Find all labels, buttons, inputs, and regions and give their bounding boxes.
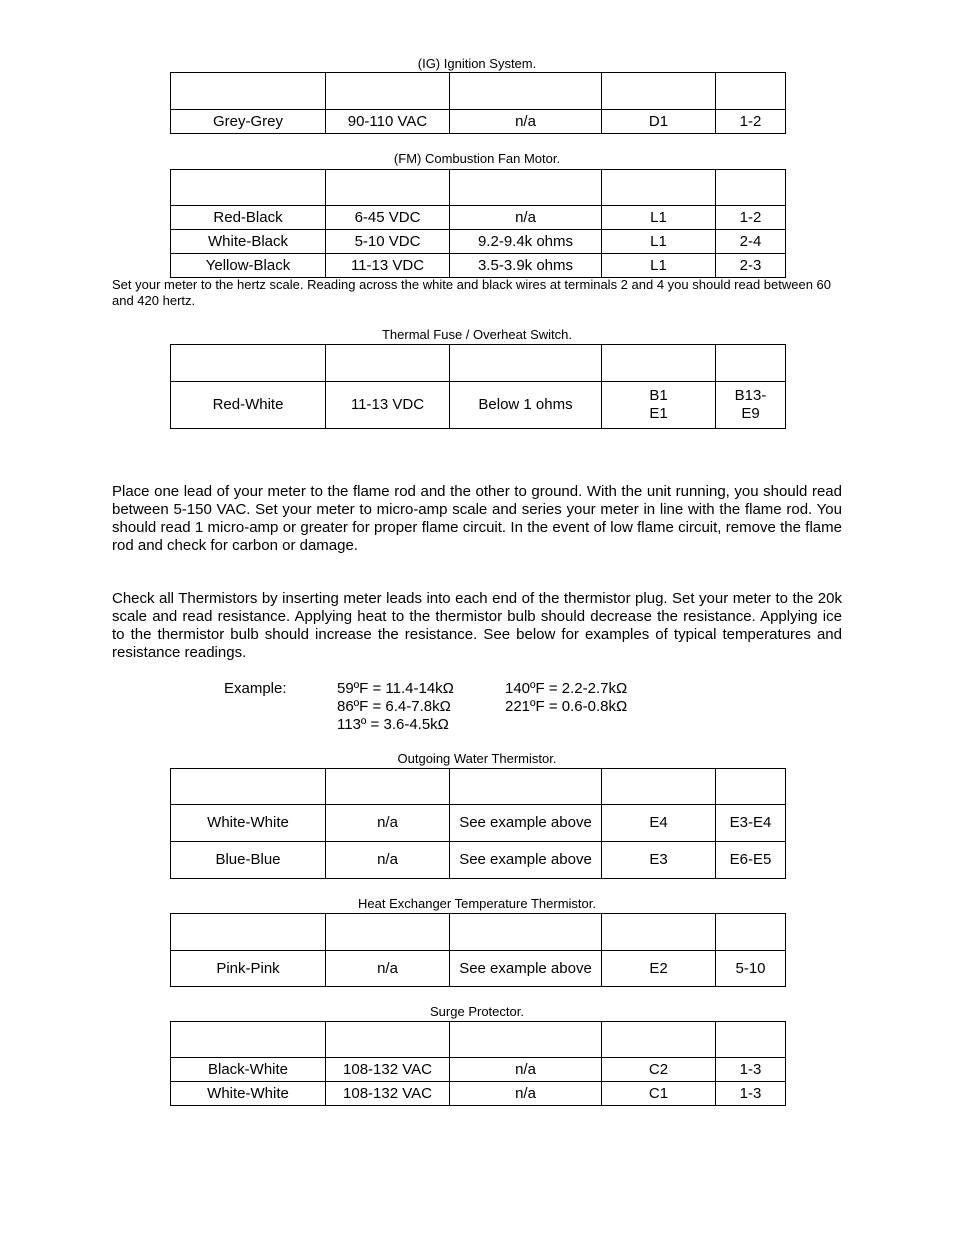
table-row	[171, 951, 786, 987]
table-row	[171, 1058, 786, 1082]
wire-cell: Red-Black	[171, 206, 326, 230]
hertz-note: Set your meter to the hertz scale. Reading across the white and black wires at terminals 2 and 4 you should read between 60 and 420 hertz.	[112, 277, 832, 308]
table-header-row	[171, 170, 786, 206]
header-cell	[716, 914, 786, 951]
header-cell	[602, 170, 716, 206]
voltage-cell: 108-132 VAC	[326, 1082, 450, 1106]
table-row	[171, 230, 786, 254]
voltage-cell: n/a	[326, 805, 450, 842]
resistance-cell: See example above	[450, 951, 602, 987]
header-cell	[450, 73, 602, 110]
header-cell	[326, 345, 450, 382]
resistance-cell: 9.2-9.4k ohms	[450, 230, 602, 254]
wire-cell: Grey-Grey	[171, 110, 326, 134]
header-cell	[450, 1022, 602, 1058]
resistance-cell: n/a	[450, 1082, 602, 1106]
connector-line: B1	[649, 387, 668, 404]
wire-cell: White-White	[171, 1082, 326, 1106]
voltage-cell: n/a	[326, 951, 450, 987]
connector-line: E1	[649, 405, 668, 422]
header-cell	[326, 170, 450, 206]
header-cell	[326, 914, 450, 951]
surge-table	[170, 1021, 786, 1106]
pin-cell: 1-2	[716, 206, 786, 230]
header-cell	[450, 914, 602, 951]
wire-cell: Yellow-Black	[171, 254, 326, 278]
table-row	[171, 206, 786, 230]
header-cell	[326, 769, 450, 805]
table-row	[171, 805, 786, 842]
fuse-table	[170, 344, 786, 429]
header-cell	[716, 1022, 786, 1058]
fan-table	[170, 169, 786, 278]
header-cell	[602, 1022, 716, 1058]
table-row	[171, 1082, 786, 1106]
header-cell	[602, 73, 716, 110]
header-cell	[602, 769, 716, 805]
connector-cell: L1	[602, 230, 716, 254]
wire-cell: Black-White	[171, 1058, 326, 1082]
pin-cell: 2-3	[716, 254, 786, 278]
example-value: 113º = 3.6-4.5kΩ	[337, 716, 449, 733]
resistance-cell: Below 1 ohms	[450, 382, 602, 429]
header-cell	[716, 170, 786, 206]
connector-cell: E3	[602, 842, 716, 879]
header-cell	[450, 769, 602, 805]
voltage-cell: 90-110 VAC	[326, 110, 450, 134]
connector-cell: L1	[602, 254, 716, 278]
header-cell	[450, 345, 602, 382]
voltage-cell: 11-13 VDC	[326, 382, 450, 429]
table-row	[171, 382, 786, 429]
header-cell	[171, 345, 326, 382]
example-value: 140ºF = 2.2-2.7kΩ	[505, 680, 628, 697]
pin-cell	[716, 382, 786, 429]
example-value: 86ºF = 6.4-7.8kΩ	[337, 698, 451, 715]
header-cell	[326, 1022, 450, 1058]
table-row	[171, 254, 786, 278]
example-label: Example:	[224, 680, 287, 697]
pin-cell: E6-E5	[716, 842, 786, 879]
header-cell	[171, 1022, 326, 1058]
pin-cell: 1-2	[716, 110, 786, 134]
resistance-cell: See example above	[450, 842, 602, 879]
voltage-cell: 5-10 VDC	[326, 230, 450, 254]
example-value: 221ºF = 0.6-0.8kΩ	[505, 698, 628, 715]
header-cell	[171, 73, 326, 110]
header-cell	[326, 73, 450, 110]
header-cell	[602, 914, 716, 951]
voltage-cell: 11-13 VDC	[326, 254, 450, 278]
pin-line: E9	[741, 405, 760, 422]
connector-cell: C1	[602, 1082, 716, 1106]
header-cell	[716, 73, 786, 110]
pin-cell: 1-3	[716, 1082, 786, 1106]
voltage-cell: n/a	[326, 842, 450, 879]
pin-cell: 1-3	[716, 1058, 786, 1082]
table-header-row	[171, 345, 786, 382]
fuse-caption: Thermal Fuse / Overheat Switch.	[381, 327, 572, 342]
voltage-cell: 108-132 VAC	[326, 1058, 450, 1082]
connector-cell: E2	[602, 951, 716, 987]
table-row	[171, 842, 786, 879]
ignition-caption: (IG) Ignition System.	[417, 56, 537, 71]
table-header-row	[171, 914, 786, 951]
header-cell	[450, 170, 602, 206]
flame-rod-paragraph: Place one lead of your meter to the flame rod and the other to ground. With the unit running, you should read between 5-150 VAC. Set your meter to micro-amp scale and series your meter in line with the flame rod. You should read 1 micro-amp or greater for proper flame circuit. In the event of low flame circuit, remove the flame rod and check for carbon or damage.	[112, 483, 842, 554]
pin-cell: E3-E4	[716, 805, 786, 842]
thermistor-paragraph: Check all Thermistors by inserting meter leads into each end of the thermistor plug. Set your meter to the 20k scale and read resistance. Applying heat to the thermistor bulb should decrease the resistance. Applying ice to the thermistor bulb should increase the resistance. See below for examples of typical temperatures and resistance readings.	[112, 590, 842, 661]
heatex-table	[170, 913, 786, 987]
header-cell	[716, 345, 786, 382]
table-header-row	[171, 1022, 786, 1058]
outgoing-table	[170, 768, 786, 879]
voltage-cell: 6-45 VDC	[326, 206, 450, 230]
wire-cell: Pink-Pink	[171, 951, 326, 987]
resistance-cell: n/a	[450, 110, 602, 134]
outgoing-caption: Outgoing Water Thermistor.	[397, 751, 557, 766]
example-value: 59ºF = 11.4-14kΩ	[337, 680, 454, 697]
header-cell	[171, 170, 326, 206]
wire-cell: Blue-Blue	[171, 842, 326, 879]
connector-cell	[602, 382, 716, 429]
header-cell	[171, 914, 326, 951]
resistance-cell: See example above	[450, 805, 602, 842]
wire-cell: White-White	[171, 805, 326, 842]
resistance-cell: 3.5-3.9k ohms	[450, 254, 602, 278]
header-cell	[171, 769, 326, 805]
connector-cell: C2	[602, 1058, 716, 1082]
table-row	[171, 110, 786, 134]
table-header-row	[171, 769, 786, 805]
surge-caption: Surge Protector.	[430, 1004, 524, 1019]
connector-cell: L1	[602, 206, 716, 230]
wire-cell: White-Black	[171, 230, 326, 254]
pin-cell: 5-10	[716, 951, 786, 987]
ignition-table	[170, 72, 786, 134]
resistance-cell: n/a	[450, 1058, 602, 1082]
table-header-row	[171, 73, 786, 110]
header-cell	[716, 769, 786, 805]
pin-line: B13-	[734, 387, 767, 404]
fan-caption: (FM) Combustion Fan Motor.	[393, 151, 561, 166]
resistance-cell: n/a	[450, 206, 602, 230]
wire-cell: Red-White	[171, 382, 326, 429]
connector-cell: D1	[602, 110, 716, 134]
heatex-caption: Heat Exchanger Temperature Thermistor.	[358, 896, 596, 911]
header-cell	[602, 345, 716, 382]
connector-cell: E4	[602, 805, 716, 842]
pin-cell: 2-4	[716, 230, 786, 254]
